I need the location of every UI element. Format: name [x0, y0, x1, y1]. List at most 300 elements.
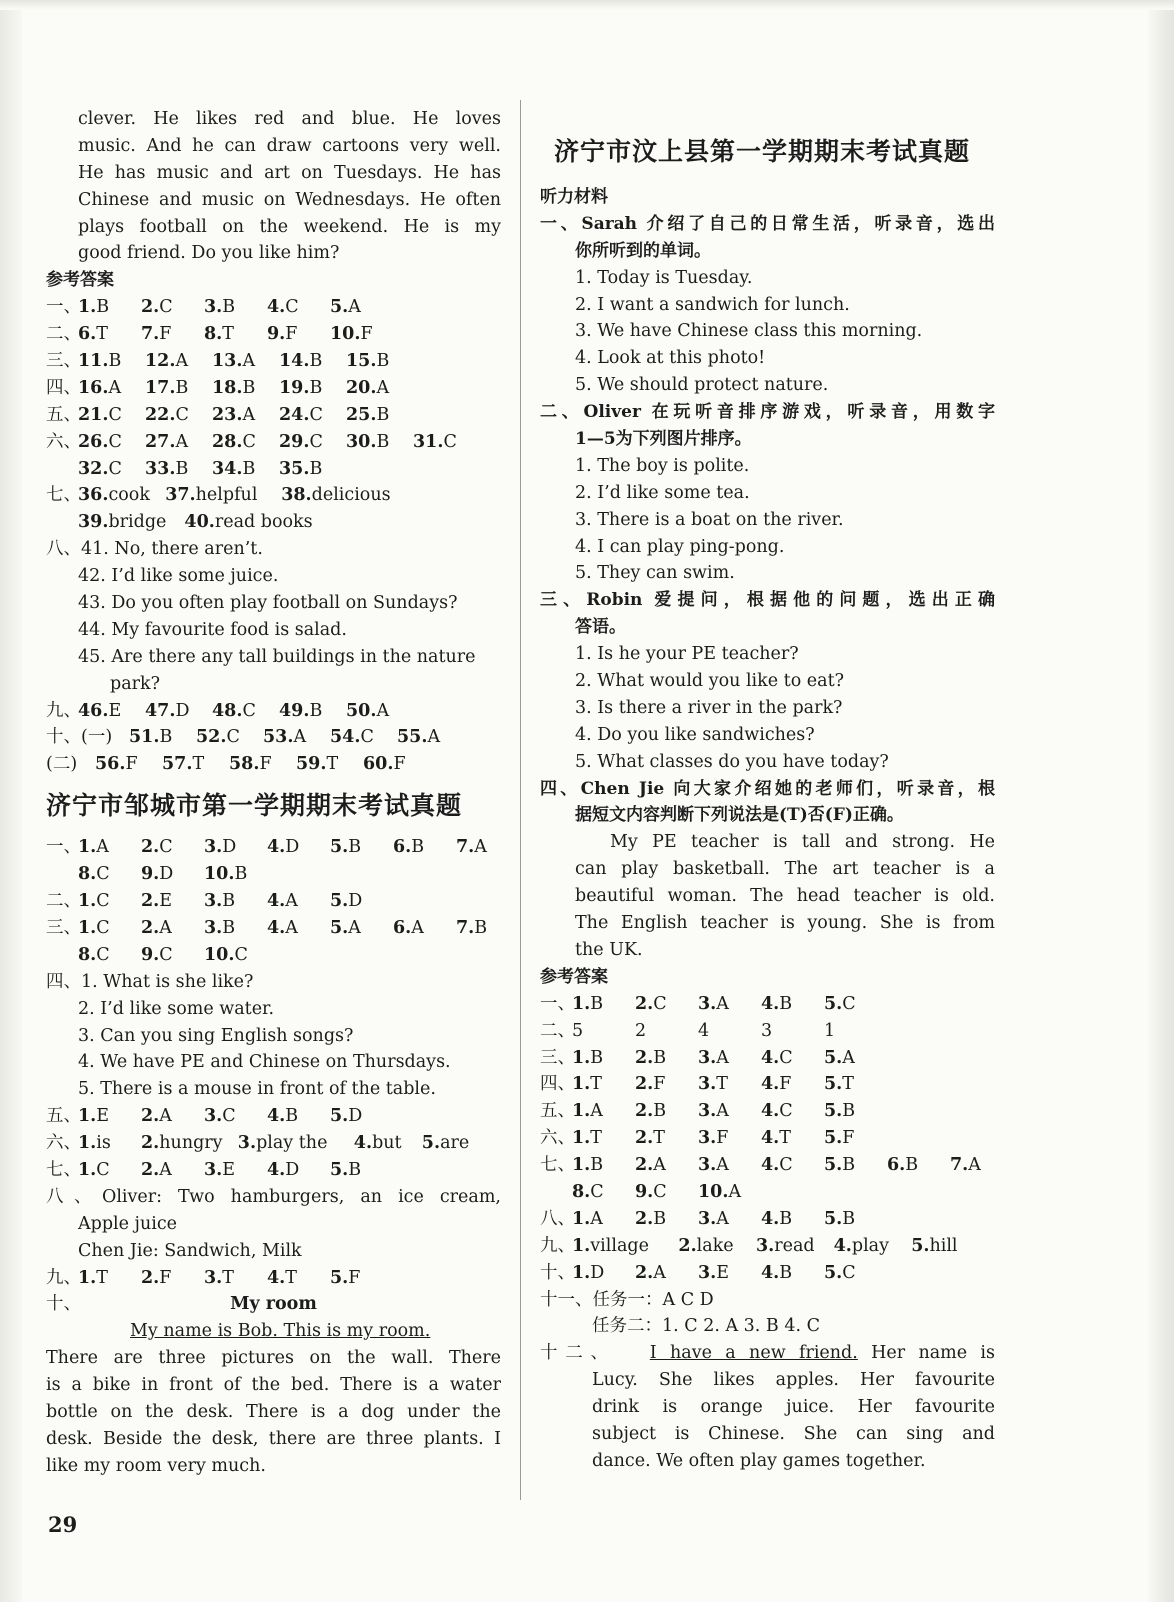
answer-number: 2.	[635, 1262, 654, 1283]
answer-value: C	[653, 993, 667, 1014]
answer-value: T	[716, 1074, 728, 1095]
answer-number: 26.	[78, 431, 109, 452]
answer-item	[422, 1130, 469, 1157]
answer-number: 4.	[761, 1128, 780, 1149]
answer-number: 7.	[141, 324, 160, 345]
answer-value: B	[411, 837, 425, 858]
question-label: 四、	[46, 377, 81, 398]
answer-number: 4.	[833, 1235, 852, 1256]
answer-number: 5.	[824, 1047, 843, 1068]
answer-value: T	[842, 1074, 854, 1095]
answer-item	[572, 1098, 603, 1125]
answer-value: B	[222, 297, 236, 318]
answer-number: 34.	[212, 458, 243, 479]
answer-value: A	[242, 351, 256, 372]
answer-item	[162, 751, 204, 778]
answer-number: 10.	[204, 944, 235, 965]
answer-item	[145, 698, 189, 725]
answer-number: 9.	[141, 944, 160, 965]
answer-item	[204, 834, 236, 861]
answer-row	[46, 1157, 501, 1184]
answer-value: D	[348, 1106, 363, 1127]
answer-row	[46, 1103, 501, 1130]
task-row: 任务二：1. C 2. A 3. B 4. C	[592, 1316, 821, 1337]
answer-value: C	[108, 404, 122, 425]
question-title: 答语。	[575, 617, 626, 638]
passage-line: the UK.	[575, 939, 643, 960]
answer-number: 3.	[204, 1267, 223, 1288]
answer-value: T	[222, 324, 234, 345]
answer-item	[824, 1152, 855, 1179]
answer-item	[698, 1260, 729, 1287]
answer-number: 2.	[141, 1133, 160, 1154]
answer-sentence: 44. My favourite food is salad.	[78, 619, 347, 640]
answer-value: but	[372, 1133, 402, 1154]
answer-item	[267, 888, 298, 915]
answer-value: A	[159, 1106, 172, 1127]
answer-value: hill	[929, 1235, 958, 1256]
answer-number: 36.	[78, 485, 109, 506]
answer-number: 2.	[141, 1159, 160, 1180]
answer-value: C	[842, 993, 856, 1014]
answer-item	[78, 375, 121, 402]
answer-item	[145, 429, 188, 456]
answer-number: 1.	[78, 917, 97, 938]
answer-value: F	[716, 1128, 729, 1149]
answer-value: T	[326, 754, 339, 775]
answer-item	[267, 834, 299, 861]
answer-item	[761, 1098, 793, 1125]
answer-value: T	[222, 1267, 234, 1288]
question-title: 二、Oliver 在玩听音排序游戏，听录音，用数字	[540, 402, 995, 423]
answer-number: 11.	[78, 351, 109, 372]
answer-value: B	[309, 377, 323, 398]
answer-row	[540, 1071, 995, 1098]
answer-number: 10.	[698, 1181, 729, 1202]
section-title: 济宁市汶上县第一学期期末考试真题	[554, 137, 971, 166]
answer-item	[824, 1125, 854, 1152]
question-label: 十、	[46, 1294, 81, 1315]
answer-item	[346, 429, 389, 456]
answer-number: 4.	[761, 993, 780, 1014]
answer-number: 4.	[761, 1155, 780, 1176]
answer-item	[279, 429, 323, 456]
answer-sentence: 2. I’d like some water.	[78, 998, 275, 1019]
answer-item	[141, 1130, 223, 1157]
answer-item	[397, 724, 440, 751]
answer-number: 46.	[78, 700, 109, 721]
answer-item	[698, 1045, 729, 1072]
answer-value: C	[159, 944, 173, 965]
answer-number: 3.	[698, 1155, 717, 1176]
answer-item	[95, 751, 138, 778]
answer-item	[761, 1260, 792, 1287]
answer-value: D	[222, 837, 237, 858]
answer-value: lake	[696, 1235, 734, 1256]
answer-number: 4.	[267, 837, 286, 858]
answer-value: C	[175, 404, 189, 425]
answer-value: F	[159, 324, 172, 345]
answer-row	[540, 1179, 995, 1206]
answer-number: 5.	[824, 1262, 843, 1283]
answer-number: 8.	[572, 1181, 591, 1202]
answer-number: 2.	[678, 1235, 697, 1256]
answer-value: A	[590, 1101, 603, 1122]
answer-number: 5.	[421, 1133, 441, 1154]
answer-sentence: Apple juice	[78, 1213, 178, 1234]
question-label: 二、	[46, 891, 81, 912]
answer-row	[46, 834, 501, 861]
answer-value: 2	[635, 1020, 647, 1041]
answer-item	[279, 456, 322, 483]
answer-item	[761, 1071, 791, 1098]
essay-title-row	[46, 1291, 501, 1318]
answer-value: F	[259, 754, 272, 775]
answer-item	[756, 1233, 815, 1260]
answer-item	[267, 915, 298, 942]
answer-value: A	[842, 1047, 855, 1068]
answer-item	[78, 915, 110, 942]
answer-value: D	[175, 700, 190, 721]
answer-item	[204, 1103, 236, 1130]
answer-number: 2.	[635, 993, 654, 1014]
question-label: 九、	[540, 1235, 575, 1256]
answer-value: A	[348, 917, 361, 938]
answer-number: 1.	[572, 1155, 591, 1176]
listening-item: 3. We have Chinese class this morning.	[575, 321, 923, 342]
answer-value: A	[411, 917, 424, 938]
answer-value: C	[222, 1106, 236, 1127]
answer-value: T	[653, 1128, 665, 1149]
answer-item	[950, 1152, 981, 1179]
answer-item	[296, 751, 338, 778]
answer-item	[212, 402, 255, 429]
answer-value: A	[108, 377, 122, 398]
answer-value: B	[653, 1208, 667, 1229]
answer-number: 6.	[78, 324, 97, 345]
answer-value: A	[653, 1262, 666, 1283]
answer-number: 1.	[572, 1128, 591, 1149]
answer-value: A	[285, 891, 298, 912]
answer-item	[267, 321, 297, 348]
answer-item	[456, 915, 487, 942]
answer-item	[78, 888, 110, 915]
answer-item	[698, 991, 729, 1018]
question-label: 七、	[46, 485, 81, 506]
answer-number: 9.	[267, 324, 286, 345]
answer-row	[46, 294, 501, 321]
passage-line: beautiful woman. The head teacher is old.	[575, 886, 995, 907]
passage-line: can play basketball. The art teacher is a	[575, 859, 995, 880]
answer-number: 3.	[237, 1133, 257, 1154]
answer-value: A	[159, 917, 172, 938]
answer-number: 31.	[413, 431, 444, 452]
answer-number: 17.	[145, 377, 176, 398]
answer-row	[540, 991, 995, 1018]
answer-value: D	[590, 1262, 605, 1283]
answer-block	[46, 834, 501, 968]
answer-row	[540, 1206, 995, 1233]
answer-value: C	[360, 727, 374, 748]
answer-value: D	[159, 864, 174, 885]
question-label: 一、	[540, 993, 575, 1014]
answer-value: C	[96, 917, 110, 938]
answer-item	[279, 402, 323, 429]
answer-item	[78, 482, 150, 509]
answer-number: 13.	[212, 351, 243, 372]
answer-row	[46, 698, 501, 725]
answer-number: 4.	[761, 1074, 780, 1095]
section-title: 济宁市邹城市第一学期期末考试真题	[46, 791, 463, 821]
answer-value: C	[285, 297, 299, 318]
answer-item	[761, 1152, 793, 1179]
answer-number: 1.	[78, 1133, 97, 1154]
answer-sentence: 41. No, there aren’t.	[81, 539, 263, 560]
answer-value: C	[590, 1181, 604, 1202]
answer-number: 14.	[279, 351, 310, 372]
answer-number: 8.	[204, 324, 223, 345]
answer-number: 27.	[145, 431, 176, 452]
answer-number: 60.	[363, 754, 394, 775]
answer-item	[281, 482, 390, 509]
answer-item	[141, 888, 172, 915]
answer-item	[572, 1260, 604, 1287]
answer-block	[46, 698, 501, 779]
answer-number: 2.	[141, 837, 160, 858]
answer-value: A	[159, 1159, 172, 1180]
answer-item	[78, 942, 110, 969]
answer-number: 59.	[296, 754, 327, 775]
answer-value: 3	[761, 1020, 773, 1041]
answer-block	[46, 1265, 501, 1292]
answer-sentence: 42. I’d like some juice.	[78, 566, 279, 587]
answer-value: B	[234, 864, 248, 885]
answer-item	[78, 348, 121, 375]
answer-number: 1.	[572, 1074, 591, 1095]
answer-number: 3.	[204, 891, 223, 912]
listening-item: 4. Look at this photo!	[575, 348, 766, 369]
answer-value: C	[226, 727, 240, 748]
answer-number: 1.	[78, 1267, 97, 1288]
question-label: 七、	[540, 1155, 575, 1176]
answer-sentence: 4. We have PE and Chinese on Thursdays.	[78, 1052, 451, 1073]
answer-value: A	[427, 727, 441, 748]
answer-value: A	[242, 404, 256, 425]
answer-value: F	[393, 754, 406, 775]
answer-value: B	[222, 891, 236, 912]
answer-number: 4.	[267, 1159, 286, 1180]
answer-item	[761, 991, 792, 1018]
answer-row	[540, 1125, 995, 1152]
answer-item	[698, 1179, 741, 1206]
question-label: 十、	[540, 1262, 575, 1283]
answer-number: 35.	[279, 458, 310, 479]
answer-number: 55.	[397, 727, 428, 748]
answer-value: C	[309, 404, 323, 425]
answer-number: 22.	[145, 404, 176, 425]
answer-value: B	[108, 351, 122, 372]
answer-number: 12.	[145, 351, 176, 372]
answer-number: 33.	[145, 458, 176, 479]
answer-row	[46, 536, 501, 563]
answer-row	[46, 751, 501, 778]
answer-item	[78, 861, 110, 888]
answer-number: 1.	[572, 1235, 591, 1256]
answer-number: 37.	[165, 485, 196, 506]
answer-number: 3.	[698, 1047, 717, 1068]
answer-number: 5.	[824, 1101, 843, 1122]
answer-block	[46, 294, 501, 536]
answer-item	[456, 834, 487, 861]
answer-item	[78, 698, 121, 725]
answer-item	[267, 1265, 297, 1292]
left-column	[46, 106, 501, 1480]
answer-sentence: 1. What is she like?	[81, 971, 254, 992]
listening-item: 2. I want a sandwich for lunch.	[575, 294, 850, 315]
listening-item: 1. Is he your PE teacher?	[575, 644, 799, 665]
answer-number: 39.	[78, 512, 109, 533]
answer-value: B	[222, 917, 236, 938]
answer-value: A	[716, 1101, 729, 1122]
answer-value: delicious	[311, 485, 391, 506]
essay-title: My room	[230, 1294, 317, 1315]
answer-number: 53.	[263, 727, 294, 748]
answer-value: C	[653, 1181, 667, 1202]
answer-number: 1.	[572, 1101, 591, 1122]
answer-item	[129, 724, 172, 751]
essay-line: subject is Chinese. She can sing and	[592, 1423, 995, 1444]
answer-item	[204, 1157, 235, 1184]
answer-number: 28.	[212, 431, 243, 452]
answer-value: A	[175, 431, 189, 452]
passage-line: plays football on the weekend. He is my	[78, 216, 501, 237]
answer-item	[635, 1125, 665, 1152]
answer-item	[635, 1071, 665, 1098]
answer-item	[141, 915, 172, 942]
answer-item	[698, 1152, 729, 1179]
answer-value: F	[159, 1267, 172, 1288]
answer-number: 24.	[279, 404, 310, 425]
answer-item	[330, 1157, 361, 1184]
answer-item	[824, 1018, 835, 1045]
answer-value: B	[159, 727, 173, 748]
answer-number: 2.	[141, 1267, 160, 1288]
answer-value: A	[348, 297, 361, 318]
answer-value: A	[175, 351, 189, 372]
answer-item	[212, 348, 255, 375]
answer-number: 18.	[212, 377, 243, 398]
answer-value: A	[716, 993, 729, 1014]
answer-item	[330, 1103, 362, 1130]
answer-number: 32.	[78, 458, 109, 479]
answer-number: 1.	[572, 1208, 591, 1229]
answer-item	[279, 698, 322, 725]
answer-row	[46, 724, 501, 751]
answer-item	[330, 1265, 360, 1292]
question-label: 六、	[46, 431, 81, 452]
answer-value: A	[376, 377, 390, 398]
answer-row	[46, 348, 501, 375]
answer-number: 40.	[184, 512, 215, 533]
question-title: 你所听到的单词。	[575, 240, 711, 261]
answer-number: 19.	[279, 377, 310, 398]
answer-number: 15.	[346, 351, 377, 372]
answer-value: C	[159, 837, 173, 858]
answer-item	[346, 375, 389, 402]
answer-item	[572, 1125, 602, 1152]
answer-item	[572, 1071, 602, 1098]
answer-number: 5.	[911, 1235, 930, 1256]
answer-item	[263, 724, 306, 751]
answer-row	[540, 1018, 995, 1045]
answer-sentence: park?	[110, 673, 160, 694]
answer-row	[540, 1098, 995, 1125]
answer-value: T	[96, 1267, 108, 1288]
answer-item	[824, 1071, 854, 1098]
answer-number: 25.	[346, 404, 377, 425]
answer-value: C	[779, 1155, 793, 1176]
question-title: 一、Sarah 介绍了自己的日常生活，听录音，选出	[540, 213, 995, 234]
answer-item	[78, 509, 166, 536]
answer-value: B	[376, 431, 390, 452]
answer-item	[698, 1125, 728, 1152]
answer-number: 48.	[212, 700, 243, 721]
answer-value: D	[285, 1159, 300, 1180]
answer-item	[824, 1260, 856, 1287]
answer-item	[204, 888, 235, 915]
answer-value: hungry	[159, 1133, 223, 1154]
answer-row	[46, 509, 501, 536]
answer-item	[145, 456, 188, 483]
question-title: 1—5为下列图片排序。	[575, 429, 752, 450]
page-edge-top	[0, 0, 1174, 10]
passage-continued	[46, 106, 501, 267]
answer-number: 50.	[346, 700, 377, 721]
answer-item	[572, 1179, 604, 1206]
answer-number: 5.	[824, 1074, 843, 1095]
answer-number: 5.	[824, 993, 843, 1014]
answer-item	[572, 991, 603, 1018]
answer-item	[78, 1130, 111, 1157]
answer-number: 6.	[393, 837, 412, 858]
answer-item	[267, 294, 299, 321]
essay-line: bottle on the desk. There is a dog under the	[46, 1401, 501, 1422]
answer-value: C	[96, 1159, 110, 1180]
answer-item	[78, 834, 109, 861]
passage-line: clever. He likes red and blue. He loves	[78, 109, 501, 129]
answer-row	[46, 915, 501, 942]
answer-value: C	[234, 944, 248, 965]
answer-block	[540, 991, 995, 1287]
answer-value: B	[653, 1047, 667, 1068]
question-label: 三、	[46, 917, 81, 938]
passage-line: The English teacher is young. She is from	[575, 913, 995, 934]
answer-number: 4.	[267, 1106, 286, 1127]
answer-item	[887, 1152, 918, 1179]
answer-number: 3.	[698, 1208, 717, 1229]
answer-value: B	[779, 1262, 793, 1283]
answer-value: C	[96, 944, 110, 965]
answer-item	[761, 1206, 792, 1233]
answer-value: T	[590, 1128, 602, 1149]
answer-item	[761, 1125, 791, 1152]
answer-item	[267, 1157, 299, 1184]
answer-row	[540, 1233, 995, 1260]
answer-number: 57.	[162, 754, 193, 775]
answer-number: 30.	[346, 431, 377, 452]
answer-value: B	[175, 377, 189, 398]
answer-value: A	[285, 917, 298, 938]
